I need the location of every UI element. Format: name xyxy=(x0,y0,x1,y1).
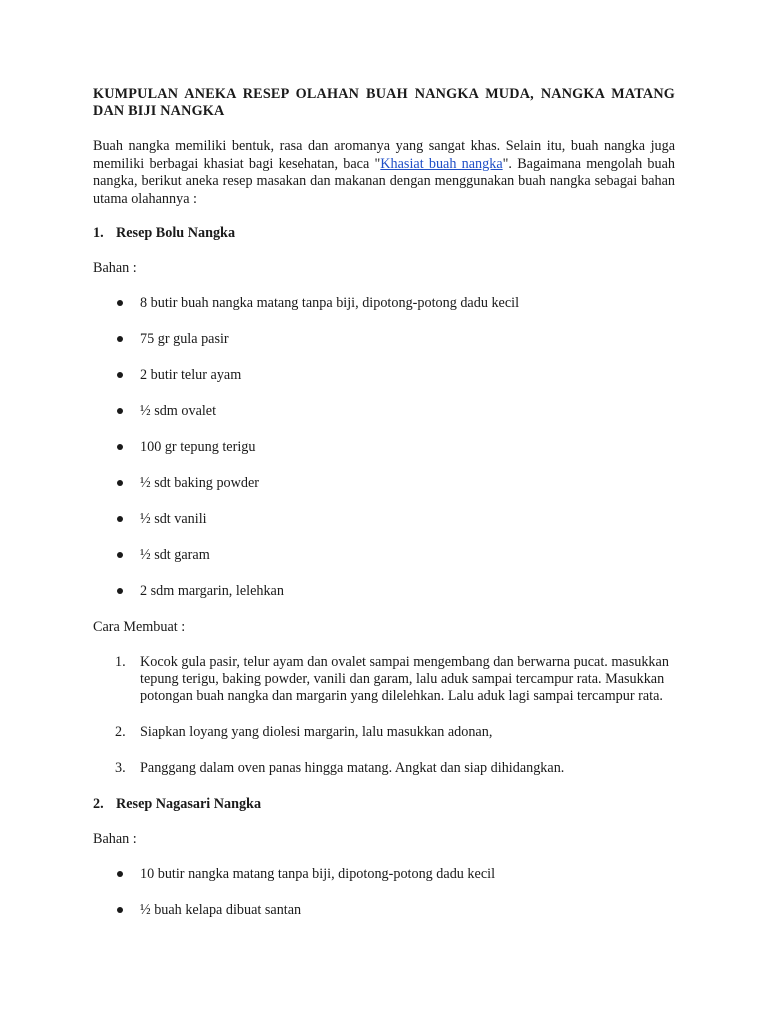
recipe-1-ingredients-label: Bahan : xyxy=(93,260,137,276)
bullet-icon xyxy=(117,480,123,486)
list-item xyxy=(93,511,675,528)
step-number: 2. xyxy=(115,724,126,740)
list-item xyxy=(93,439,675,456)
ingredient-text: ½ sdt vanili xyxy=(140,511,207,527)
step-text: Kocok gula pasir, telur ayam dan ovalet sampai mengembang dan berwarna pucat. masukkan tepung terigu, baking powder, vanili dan garam, lalu aduk sampai tercampur rata. Masukkan potongan buah nangka dan margarin yang dilelehkan. Lalu aduk lagi sampai tercampur rata. xyxy=(140,654,669,704)
list-item xyxy=(93,724,675,741)
ingredient-text: 8 butir buah nangka matang tanpa biji, dipotong-potong dadu kecil xyxy=(140,295,520,311)
recipe-1-method-label: Cara Membuat : xyxy=(93,619,186,635)
bullet-icon xyxy=(117,588,123,594)
bullet-icon xyxy=(117,408,123,414)
recipe-2-ingredients-list xyxy=(93,866,675,919)
recipe-1-ingredients-list xyxy=(93,295,675,600)
step-text: Siapkan loyang yang diolesi margarin, lalu masukkan adonan, xyxy=(140,724,493,740)
recipe-1-heading xyxy=(93,225,675,242)
list-item xyxy=(93,583,675,600)
recipe-2-number: 2. xyxy=(93,796,104,812)
bullet-icon xyxy=(117,336,123,342)
khasiat-link[interactable]: Khasiat buah nangka xyxy=(380,155,503,172)
ingredient-text: 75 gr gula pasir xyxy=(140,331,229,347)
step-number: 1. xyxy=(115,654,126,670)
recipe-2-ingredients-label: Bahan : xyxy=(93,831,137,847)
recipe-2-heading xyxy=(93,796,675,813)
ingredient-text: ½ sdm ovalet xyxy=(140,403,217,419)
intro-text-after: ". Bagaimana mengolah buah nangka, berikut aneka resep masakan dan makanan dengan menggunakan buah nangka sebagai bahan utama olahannya : xyxy=(93,155,675,207)
bullet-icon xyxy=(117,516,123,522)
document-page xyxy=(93,86,675,938)
intro-paragraph xyxy=(93,138,675,208)
bullet-icon xyxy=(117,907,123,913)
ingredient-text: ½ buah kelapa dibuat santan xyxy=(140,902,302,918)
recipe-1-title: Resep Bolu Nangka xyxy=(116,225,236,241)
list-item xyxy=(93,866,675,883)
ingredient-text: ½ sdt baking powder xyxy=(140,475,260,491)
step-text: Panggang dalam oven panas hingga matang. Angkat dan siap dihidangkan. xyxy=(140,760,565,776)
list-item xyxy=(93,760,675,777)
document-title: KUMPULAN ANEKA RESEP OLAHAN BUAH NANGKA MUDA, NANGKA MATANG DAN BIJI NANGKA xyxy=(93,86,675,119)
bullet-icon xyxy=(117,552,123,558)
list-item xyxy=(93,902,675,919)
bullet-icon xyxy=(117,372,123,378)
ingredient-text: 100 gr tepung terigu xyxy=(140,439,256,455)
ingredient-text: ½ sdt garam xyxy=(140,547,210,563)
list-item xyxy=(93,475,675,492)
recipe-2-title: Resep Nagasari Nangka xyxy=(116,796,262,812)
list-item xyxy=(93,295,675,312)
ingredient-text: 2 butir telur ayam xyxy=(140,367,242,383)
recipe-1-steps-list xyxy=(93,654,675,777)
bullet-icon xyxy=(117,444,123,450)
list-item xyxy=(93,654,675,705)
list-item xyxy=(93,547,675,564)
bullet-icon xyxy=(117,871,123,877)
recipe-1-number: 1. xyxy=(93,225,104,241)
intro-text-before: Buah nangka memiliki bentuk, rasa dan aromanya yang sangat khas. Selain itu, buah nangka juga memiliki berbagai khasiat bagi kesehatan, baca " xyxy=(93,138,675,172)
ingredient-text: 10 butir nangka matang tanpa biji, dipotong-potong dadu kecil xyxy=(140,866,496,882)
step-number: 3. xyxy=(115,760,126,776)
list-item xyxy=(93,367,675,384)
ingredient-text: 2 sdm margarin, lelehkan xyxy=(140,583,284,599)
list-item xyxy=(93,403,675,420)
bullet-icon xyxy=(117,300,123,306)
list-item xyxy=(93,331,675,348)
